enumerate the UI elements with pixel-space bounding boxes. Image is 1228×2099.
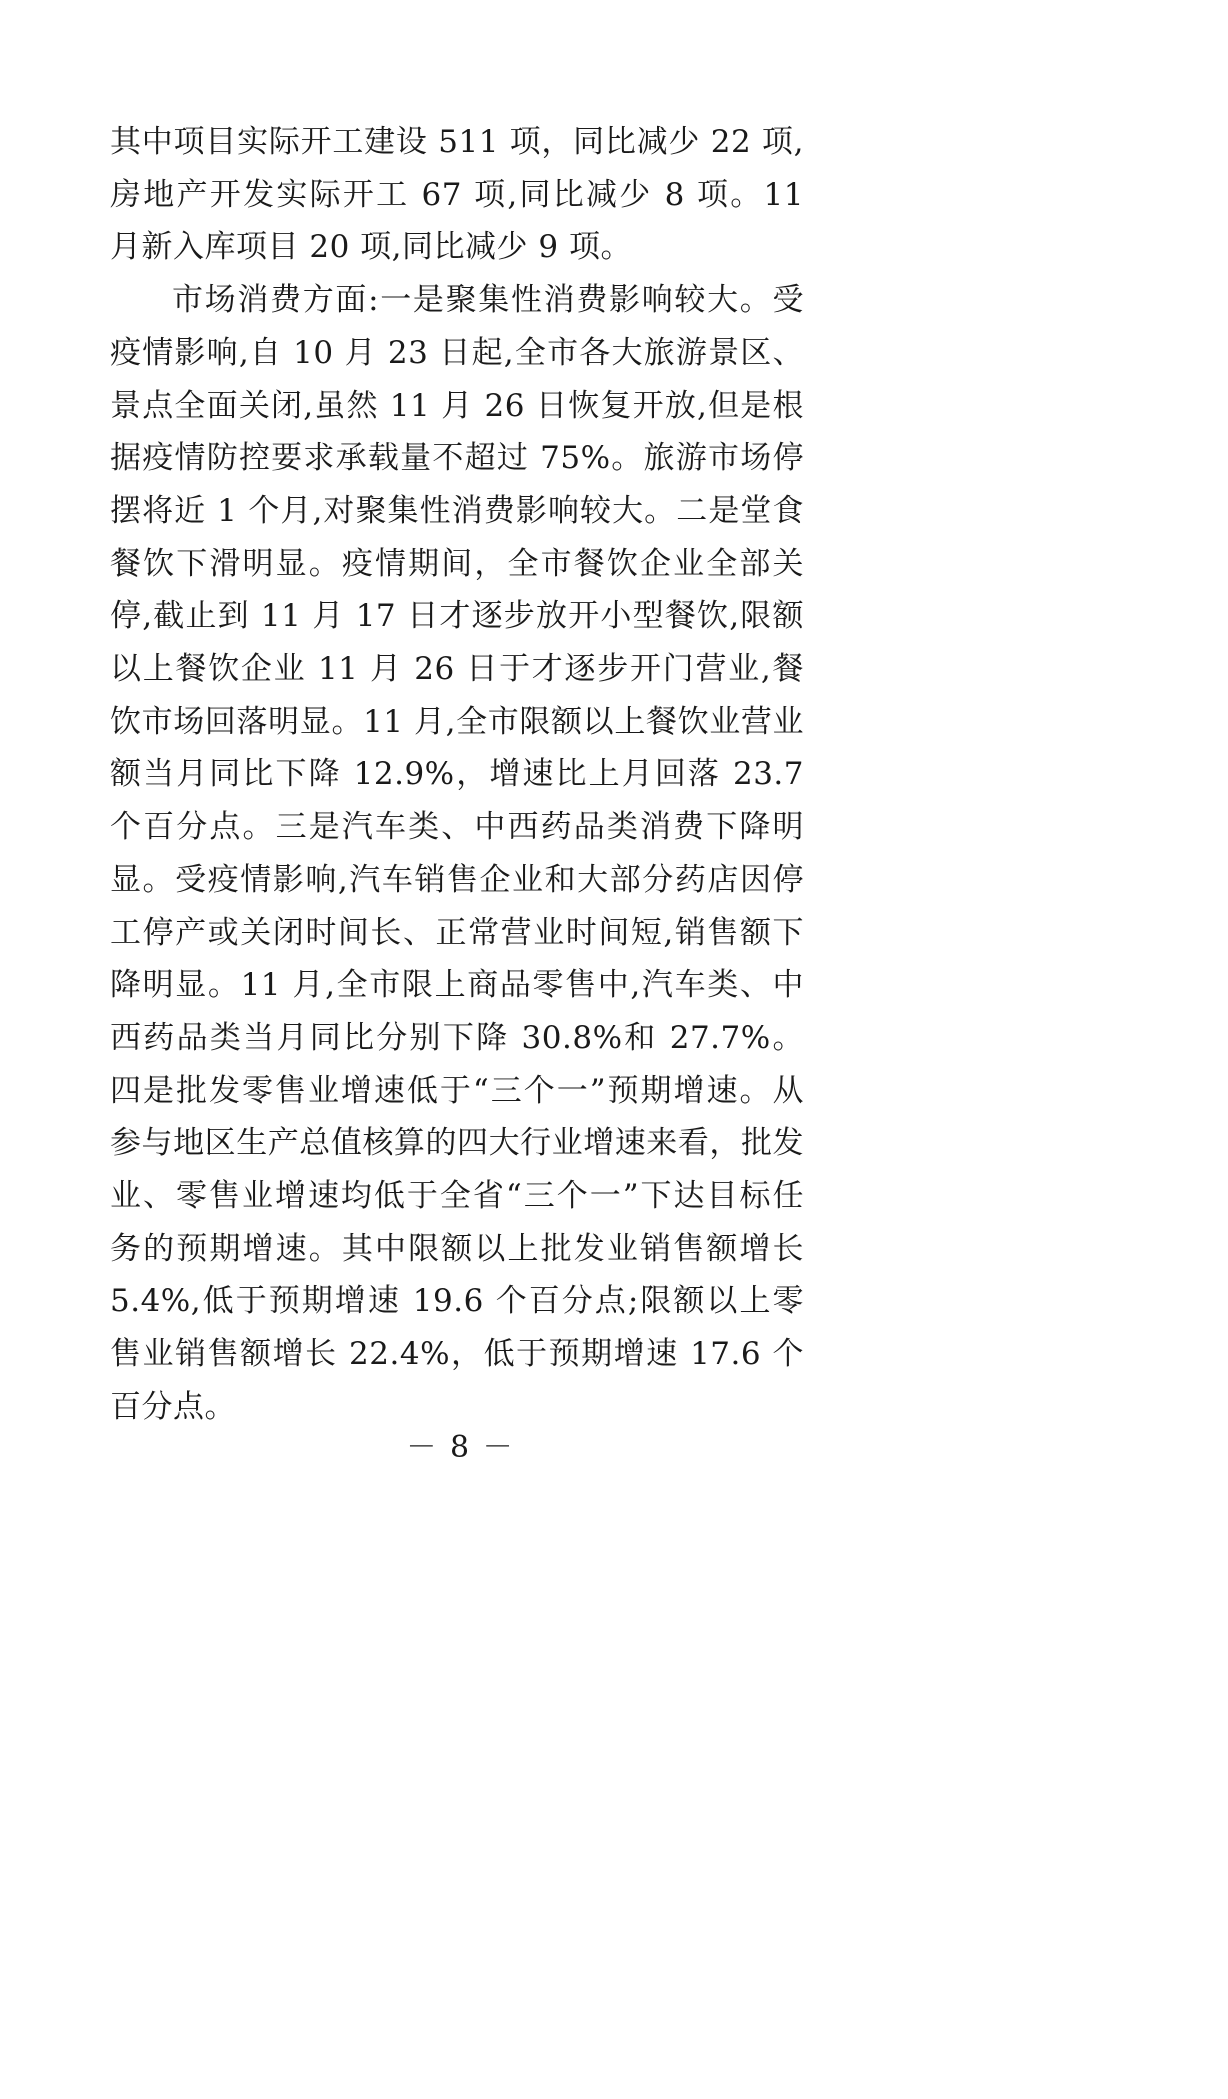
paragraph-1: 其中项目实际开工建设 511 项，同比减少 22 项,房地产开发实际开工 67 项,同比减少 8 项。11 月新入库项目 20 项,同比减少 9 项。	[110, 124, 804, 266]
paragraph-2: 市场消费方面:一是聚集性消费影响较大。受疫情影响,自 10 月 23 日起,全市各大旅游景区、景点全面关闭,虽然 11 月 26 日恢复开放,但是根据疫情防控要求承载量不超过 75%。旅游市场停摆将近 1 个月,对聚集性消费影响较大。二是堂食餐饮下滑明显。疫情期间，全市餐饮企业全部关停,截止到 11 月 17 日才逐步放开小型餐饮,限额以上餐饮企业 11 月 26 日于才逐步开门营业,餐饮市场回落明显。11 月,全市限额以上餐饮业营业额当月同比下降 12.9%，增速比上月回落 23.7 个百分点。三是汽车类、中西药品类消费下降明显。受疫情影响,汽车销售企业和大部分药店因停工停产或关闭时间长、正常营业时间短,销售额下降明显。11 月,全市限上商品零售中,汽车类、中西药品类当月同比分别下降 30.8%和 27.7%。四是批发零售业增速低于“三个一”预期增速。从参与地区生产总值核算的四大行业增速来看，批发业、零售业增速均低于全省“三个一”下达目标任务的预期增速。其中限额以上批发业销售额增长 5.4%,低于预期增速 19.6 个百分点;限额以上零售业销售额增长 22.4%，低于预期增速 17.6 个百分点。	[110, 282, 804, 1425]
page-number: － 8 －	[406, 1430, 515, 1465]
body-text	[110, 116, 804, 1434]
